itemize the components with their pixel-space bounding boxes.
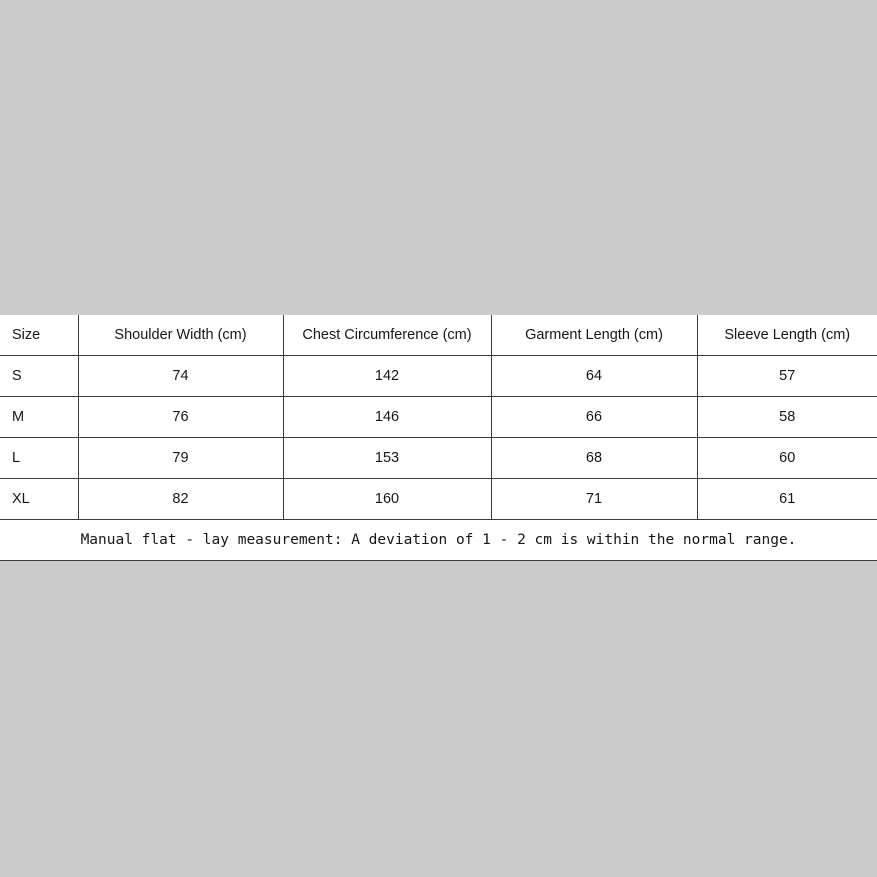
cell-garment-length: 71 [491, 479, 697, 520]
cell-garment-length: 66 [491, 397, 697, 438]
cell-sleeve-length: 57 [697, 356, 877, 397]
column-header-shoulder-width: Shoulder Width (cm) [78, 315, 283, 356]
cell-size: XL [0, 479, 78, 520]
cell-shoulder-width: 76 [78, 397, 283, 438]
cell-sleeve-length: 58 [697, 397, 877, 438]
cell-shoulder-width: 79 [78, 438, 283, 479]
size-chart-sheet [0, 315, 877, 561]
cell-size: S [0, 356, 78, 397]
cell-size: M [0, 397, 78, 438]
table-row [0, 397, 877, 438]
cell-chest-circumference: 142 [283, 356, 491, 397]
cell-shoulder-width: 82 [78, 479, 283, 520]
column-header-size: Size [0, 315, 78, 356]
cell-garment-length: 68 [491, 438, 697, 479]
table-row [0, 356, 877, 397]
column-header-chest-circumference: Chest Circumference (cm) [283, 315, 491, 356]
table-row [0, 479, 877, 520]
cell-size: L [0, 438, 78, 479]
table-row [0, 438, 877, 479]
column-header-garment-length: Garment Length (cm) [491, 315, 697, 356]
cell-chest-circumference: 146 [283, 397, 491, 438]
table-header-row [0, 315, 877, 356]
cell-sleeve-length: 61 [697, 479, 877, 520]
measurement-note-row [0, 520, 877, 561]
cell-chest-circumference: 153 [283, 438, 491, 479]
cell-shoulder-width: 74 [78, 356, 283, 397]
cell-chest-circumference: 160 [283, 479, 491, 520]
column-header-sleeve-length: Sleeve Length (cm) [697, 315, 877, 356]
cell-sleeve-length: 60 [697, 438, 877, 479]
cell-garment-length: 64 [491, 356, 697, 397]
measurement-note: Manual flat - lay measurement: A deviation of 1 - 2 cm is within the normal range. [0, 520, 877, 561]
size-chart-table [0, 315, 877, 561]
